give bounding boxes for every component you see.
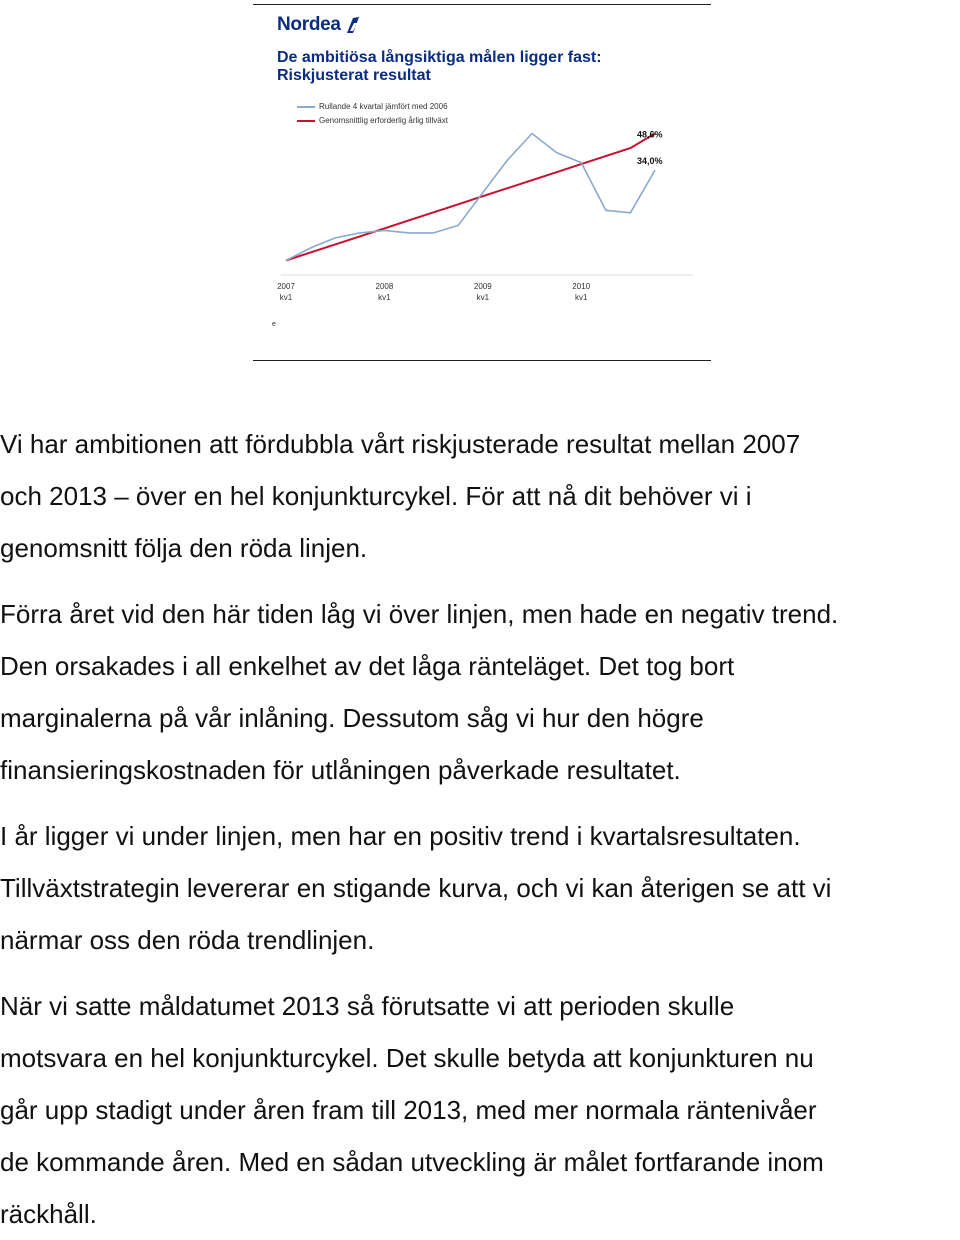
paragraph-line: I år ligger vi under linjen, men har en positiv trend i kvartalsresultaten. (0, 821, 801, 851)
paragraph-line: de kommande åren. Med en sådan utveckling är målet fortfarande inom (0, 1147, 824, 1177)
chart-slide (253, 0, 711, 363)
paragraph-line: och 2013 – över en hel konjunkturcykel. För att nå dit behöver vi i (0, 481, 752, 511)
body-text (0, 418, 960, 1240)
x-tick-label: 2010 (572, 282, 591, 291)
x-tick-label: 2008 (375, 282, 394, 291)
paragraph-line: motsvara en hel konjunkturcykel. Det skulle betyda att konjunkturen nu (0, 1043, 814, 1073)
paragraph-line: Vi har ambitionen att fördubbla vårt riskjusterade resultat mellan 2007 (0, 429, 801, 459)
x-tick-label: 2009 (473, 282, 492, 291)
paragraph-line: marginalerna på vår inlåning. Dessutom såg vi hur den högre (0, 703, 704, 733)
chart-plot (253, 0, 711, 363)
bottom-rule (253, 360, 711, 361)
legend-label-rolling: Rullande 4 kvartal jämfört med 2006 (319, 102, 448, 111)
footnote: e (272, 321, 276, 328)
paragraph-line: finansieringskostnaden för utlåningen påverkade resultatet. (0, 755, 681, 785)
x-tick-label: kv1 (279, 293, 293, 302)
chart-title-line: Riskjusterat resultat (277, 67, 431, 84)
paragraph-line: Förra året vid den här tiden låg vi över linjen, men hade en negativ trend. (0, 599, 839, 629)
paragraph-line: När vi satte måldatumet 2013 så förutsatte vi att perioden skulle (0, 991, 735, 1021)
value-label-target: 48,6% (637, 129, 663, 140)
logo-text: Nordea (277, 14, 341, 35)
paragraph-line: räckhåll. (0, 1199, 97, 1229)
x-tick-label: 2007 (277, 282, 295, 291)
legend-label-target: Genomsnittlig erforderlig årlig tillväxt (319, 116, 448, 125)
paragraph-line: går upp stadigt under åren fram till 2013, med mer normala räntenivåer (0, 1095, 817, 1125)
paragraph-line: Tillväxtstrategin levererar en stigande kurva, och vi kan återigen se att vi (0, 873, 832, 903)
x-tick-label: kv1 (574, 293, 588, 302)
paragraph-line: närmar oss den röda trendlinjen. (0, 925, 375, 955)
paragraph-line: genomsnitt följa den röda linjen. (0, 533, 368, 563)
x-tick-label: kv1 (476, 293, 490, 302)
x-tick-label: kv1 (378, 293, 391, 302)
value-label-rolling: 34,0% (637, 156, 663, 167)
chart-title-line: De ambitiösa långsiktiga målen ligger fast: (277, 49, 602, 66)
paragraph-line: Den orsakades i all enkelhet av det låga ränteläget. Det tog bort (0, 651, 735, 681)
